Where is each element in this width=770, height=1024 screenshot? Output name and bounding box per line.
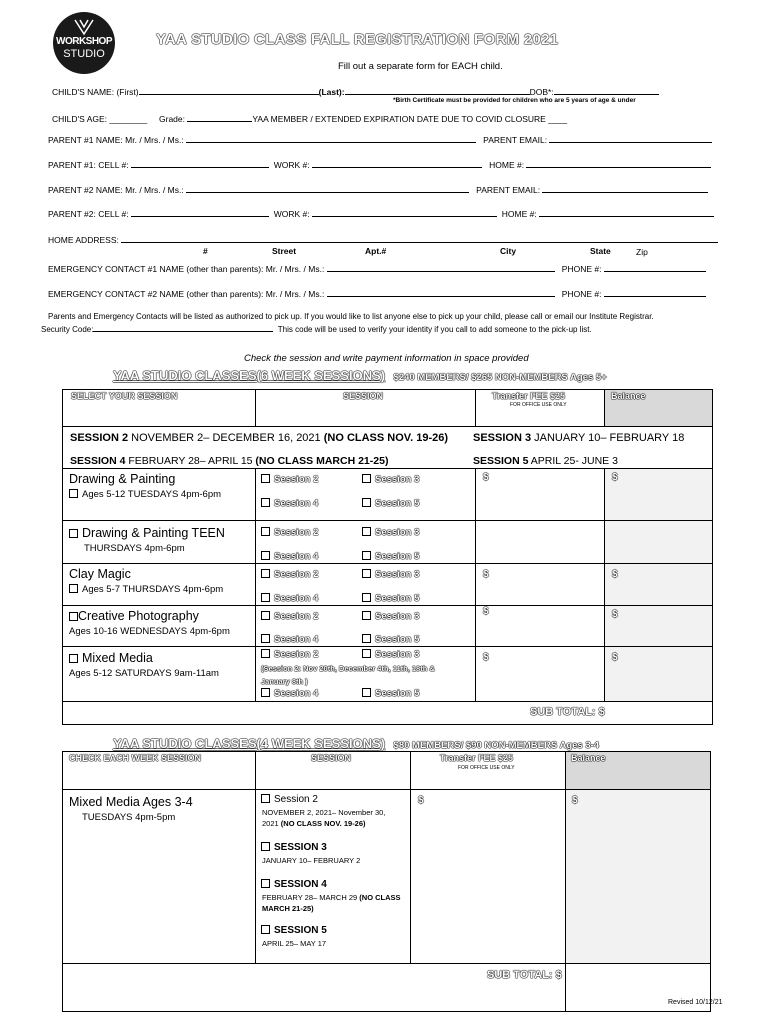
fw-session5[interactable] xyxy=(261,925,327,936)
session4-note: (NO CLASS MARCH 21-25) xyxy=(255,455,389,467)
addr-state-label: State xyxy=(590,246,611,256)
row5-session2[interactable] xyxy=(261,649,318,660)
addr-city-label: City xyxy=(500,246,517,256)
six-week-col-session: SESSION xyxy=(343,391,384,401)
parent2-name-input[interactable] xyxy=(186,184,469,193)
six-week-subtotal[interactable]: SUB TOTAL: $ xyxy=(530,706,605,718)
session-label: Session 5 xyxy=(375,551,420,562)
parent2-home-input[interactable] xyxy=(539,208,714,217)
parent2-home-label: HOME #: xyxy=(501,209,537,219)
session-label: Session 2 xyxy=(274,474,319,485)
session-checkbox[interactable] xyxy=(362,634,371,643)
parent2-name-row xyxy=(48,184,708,195)
class-checkbox[interactable] xyxy=(69,612,78,621)
session5-label: SESSION 5 xyxy=(473,455,529,467)
row3-session4[interactable] xyxy=(261,593,318,604)
four-week-col-check: CHECK EACH WEEK SESSION xyxy=(69,753,202,763)
birth-note: *Birth Certificate must be provided for children who are 5 years of age & under xyxy=(393,97,636,104)
row3-session3[interactable] xyxy=(362,569,419,580)
session-checkbox[interactable] xyxy=(261,611,270,620)
parent1-home-label: HOME #: xyxy=(489,160,525,170)
parent2-email-input[interactable] xyxy=(542,184,708,193)
row2-session3[interactable] xyxy=(362,527,419,538)
home-address-input[interactable] xyxy=(121,234,718,243)
session-checkbox[interactable] xyxy=(261,593,270,602)
row5-session4[interactable] xyxy=(261,688,318,699)
child-first-input[interactable] xyxy=(139,86,319,95)
four-week-col-fee: Transfer FEE $25 xyxy=(440,753,514,763)
session-checkbox[interactable] xyxy=(261,925,270,934)
parent1-name-row xyxy=(48,134,712,145)
session-checkbox[interactable] xyxy=(362,688,371,697)
parent1-email-input[interactable] xyxy=(549,134,712,143)
class-drawing-painting: Drawing & Painting xyxy=(69,472,176,486)
mixed-media-3-4-time: TUESDAYS 4pm-5pm xyxy=(82,812,176,823)
class-mixed-media xyxy=(69,651,153,665)
row3-balance-dollar[interactable]: $ xyxy=(612,569,618,580)
session-checkbox[interactable] xyxy=(362,611,371,620)
six-week-col-select: SELECT YOUR SESSION xyxy=(71,391,178,401)
session-label: SESSION 5 xyxy=(274,925,327,936)
row3-session2[interactable] xyxy=(261,569,318,580)
class-name-text: Mixed Media xyxy=(82,651,153,665)
class-name-text: Drawing & Painting TEEN xyxy=(82,526,225,540)
emergency2-phone-input[interactable] xyxy=(604,288,706,297)
row1-session3[interactable] xyxy=(362,474,419,485)
parent2-cell-input[interactable] xyxy=(131,208,269,217)
row1-balance-dollar[interactable]: $ xyxy=(612,472,618,483)
session-label: Session 4 xyxy=(274,688,319,699)
session-checkbox[interactable] xyxy=(261,634,270,643)
logo-line1: WORKSHOP xyxy=(56,36,112,47)
fw-session4-note2: MARCH 21-25) xyxy=(262,904,314,913)
logo xyxy=(53,12,115,74)
session-label: Session 4 xyxy=(274,593,319,604)
parent2-email-label: PARENT EMAIL: xyxy=(476,185,541,195)
row1-session2[interactable] xyxy=(261,474,318,485)
session-label: Session 2 xyxy=(274,527,319,538)
class-checkbox[interactable] xyxy=(69,584,78,593)
parent1-cell-label: PARENT #1: CELL #: xyxy=(48,160,129,170)
class-drawing-painting-detail xyxy=(69,489,221,500)
session-checkbox[interactable] xyxy=(362,593,371,602)
six-week-price: $240 MEMBERS/ $265 NON-MEMBERS Ages 5+ xyxy=(393,372,607,383)
class-name-text: Creative Photography xyxy=(78,609,199,623)
session-label: SESSION 4 xyxy=(274,879,327,890)
fw-session2-note: (NO CLASS NOV. 19-26) xyxy=(280,819,366,828)
class-detail-text: Ages 5-12 TUESDAYS 4pm-6pm xyxy=(82,489,222,500)
home-address-label: HOME ADDRESS: xyxy=(48,235,119,245)
child-last-label: (Last): xyxy=(318,87,345,97)
dob-label: DOB*: xyxy=(529,87,554,97)
emergency1-row xyxy=(48,263,706,274)
parent1-name-input[interactable] xyxy=(186,134,476,143)
addr-apt-label: Apt.# xyxy=(365,246,387,256)
row1-fee-dollar[interactable]: $ xyxy=(483,472,489,483)
row2-session4[interactable] xyxy=(261,551,318,562)
parent2-name-label: PARENT #2 NAME: Mr. / Mrs. / Ms.: xyxy=(48,185,184,195)
parent1-home-input[interactable] xyxy=(526,159,711,168)
pickup-note: Parents and Emergency Contacts will be listed as authorized to pick up. If you would like to list anyone else to pick up your child, please call or email our Institute Registrar. xyxy=(48,312,654,321)
row4-session5[interactable] xyxy=(362,634,419,645)
fw-session2-dates: NOVEMBER 2, 2021– November 30, xyxy=(262,808,386,817)
fw-balance-dollar[interactable]: $ xyxy=(572,795,578,806)
session-label: Session 3 xyxy=(375,474,420,485)
session2-label: SESSION 2 xyxy=(70,432,129,444)
grade-label: Grade: xyxy=(159,114,185,124)
child-age-row xyxy=(52,113,567,124)
row4-fee-dollar[interactable]: $ xyxy=(483,606,489,617)
parent1-email-label: PARENT EMAIL: xyxy=(483,135,548,145)
six-week-col-fee: Transfer FEE $25 xyxy=(492,391,566,401)
parent1-cell-input[interactable] xyxy=(131,159,269,168)
addr-num-label: # xyxy=(203,246,208,256)
session-checkbox[interactable] xyxy=(362,569,371,578)
session2-range: NOVEMBER 2– DECEMBER 16, 2021 xyxy=(131,432,321,444)
parent2-work-input[interactable] xyxy=(312,208,497,217)
class-creative-photography xyxy=(69,609,199,623)
session-label: Session 5 xyxy=(375,593,420,604)
security-code-note: This code will be used to verify your identity if you call to add someone to the pick-up list. xyxy=(277,325,592,334)
emergency1-phone-label: PHONE #: xyxy=(561,264,602,274)
session4-range: FEBRUARY 28– APRIL 15 xyxy=(128,455,253,467)
row4-session4[interactable] xyxy=(261,634,318,645)
session5-range: APRIL 25- JUNE 3 xyxy=(530,455,618,467)
session-checkbox[interactable] xyxy=(261,688,270,697)
class-detail-text: Ages 5-7 THURSDAYS 4pm-6pm xyxy=(82,584,224,595)
session3-dates xyxy=(473,432,684,444)
session-checkbox[interactable] xyxy=(362,498,371,507)
fw-session3-dates: JANUARY 10– FEBRUARY 2 xyxy=(262,856,361,865)
security-code-input[interactable] xyxy=(93,323,273,332)
child-name-row xyxy=(52,86,659,97)
grade-input[interactable] xyxy=(187,113,252,122)
session-label: Session 4 xyxy=(274,498,319,509)
page-title: YAA STUDIO CLASS FALL REGISTRATION FORM 2021 xyxy=(156,31,559,48)
row4-session2[interactable] xyxy=(261,611,318,622)
security-code-label: Security Code: xyxy=(41,325,94,334)
class-drawing-painting-teen xyxy=(69,526,225,540)
dob-input[interactable] xyxy=(554,86,659,95)
row1-session5[interactable] xyxy=(362,498,419,509)
child-age-label[interactable]: CHILD'S AGE: ________ xyxy=(52,114,148,124)
session2-note: (NO CLASS NOV. 19-26) xyxy=(323,432,449,444)
class-checkbox[interactable] xyxy=(69,654,78,663)
four-week-title: YAA STUDIO CLASSES(4 WEEK SESSIONS) xyxy=(113,736,386,751)
four-week-col-session: SESSION xyxy=(311,753,352,763)
session-checkbox[interactable] xyxy=(261,842,270,851)
six-week-col-fee-sub: FOR OFFICE USE ONLY xyxy=(510,402,567,408)
child-first-label: CHILD'S NAME: (First) xyxy=(52,87,139,97)
parent1-work-label: WORK #: xyxy=(273,160,310,170)
mixed-media-note2: January 8th ) xyxy=(261,677,308,686)
class-mixed-detail: Ages 5-12 SATURDAYS 9am-11am xyxy=(69,668,219,679)
session-label: Session 5 xyxy=(375,634,420,645)
session3-label: SESSION 3 xyxy=(473,432,532,444)
four-week-balance-col-shade xyxy=(565,790,710,963)
check-session-note: Check the session and write payment information in space provided xyxy=(244,353,529,364)
fw-session2-dates2 xyxy=(262,819,366,828)
class-checkbox[interactable] xyxy=(69,529,78,538)
session-checkbox[interactable] xyxy=(261,527,270,536)
session-checkbox[interactable] xyxy=(261,794,270,803)
row1-session4[interactable] xyxy=(261,498,318,509)
row2-session2[interactable] xyxy=(261,527,318,538)
session-label: Session 5 xyxy=(375,688,420,699)
fw-session4-range: FEBRUARY 28– MARCH 29 xyxy=(262,893,358,902)
class-clay-detail xyxy=(69,584,223,595)
emergency2-phone-label: PHONE #: xyxy=(561,289,602,299)
fw-session2[interactable] xyxy=(261,794,318,805)
yaa-member-label[interactable]: YAA MEMBER / EXTENDED EXPIRATION DATE DUE TO COVID CLOSURE ____ xyxy=(252,114,568,124)
session-checkbox[interactable] xyxy=(362,649,371,658)
session-label: Session 5 xyxy=(375,498,420,509)
four-week-col-balance: Balance xyxy=(571,753,606,763)
parent2-cell-label: PARENT #2: CELL #: xyxy=(48,209,129,219)
session4-label: SESSION 4 xyxy=(70,455,126,467)
class-clay-magic: Clay Magic xyxy=(69,567,131,581)
session-label: Session 4 xyxy=(274,551,319,562)
home-address-row xyxy=(48,234,718,245)
four-week-price: $80 MEMBERS/ $90 NON-MEMBERS Ages 3-4 xyxy=(393,740,600,751)
fw-fee-dollar[interactable]: $ xyxy=(418,795,424,806)
child-last-input[interactable] xyxy=(345,86,530,95)
class-checkbox[interactable] xyxy=(69,489,78,498)
fw-session4[interactable] xyxy=(261,879,327,890)
session-checkbox[interactable] xyxy=(261,569,270,578)
row3-fee-dollar[interactable]: $ xyxy=(483,569,489,580)
session-label: Session 2 xyxy=(274,794,318,805)
row5-fee-dollar[interactable]: $ xyxy=(483,652,489,663)
security-code-row xyxy=(41,323,592,334)
session4-dates xyxy=(70,455,388,467)
session-checkbox[interactable] xyxy=(261,498,270,507)
session-label: Session 3 xyxy=(375,611,420,622)
session2-dates xyxy=(70,432,448,444)
four-week-col-fee-sub: FOR OFFICE USE ONLY xyxy=(458,765,515,771)
parent2-cell-row xyxy=(48,208,714,219)
six-week-balance-col-shade xyxy=(604,468,712,701)
row5-session3[interactable] xyxy=(362,649,419,660)
session-label: Session 3 xyxy=(375,527,420,538)
emergency2-input[interactable] xyxy=(327,288,555,297)
session-label: SESSION 3 xyxy=(274,842,327,853)
fw-session4-note: (NO CLASS xyxy=(359,893,401,902)
six-week-heading xyxy=(113,367,607,385)
parent1-work-input[interactable] xyxy=(312,159,482,168)
session5-dates xyxy=(473,455,618,467)
row4-balance-dollar[interactable]: $ xyxy=(612,609,618,620)
session-label: Session 4 xyxy=(274,634,319,645)
session-checkbox[interactable] xyxy=(261,649,270,658)
row5-session5[interactable] xyxy=(362,688,419,699)
parent1-cell-row xyxy=(48,159,711,170)
emergency2-label: EMERGENCY CONTACT #2 NAME (other than parents): Mr. / Mrs. / Ms.: xyxy=(48,289,325,299)
parent1-name-label: PARENT #1 NAME: Mr. / Mrs. / Ms.: xyxy=(48,135,184,145)
session3-range: JANUARY 10– FEBRUARY 18 xyxy=(534,432,685,444)
page-subtitle: Fill out a separate form for EACH child. xyxy=(338,61,503,72)
row2-session5[interactable] xyxy=(362,551,419,562)
row3-session5[interactable] xyxy=(362,593,419,604)
row5-balance-dollar[interactable]: $ xyxy=(612,652,618,663)
parent2-work-label: WORK #: xyxy=(273,209,310,219)
revised-date: Revised 10/12/21 xyxy=(668,999,723,1006)
emergency1-phone-input[interactable] xyxy=(604,263,706,272)
six-week-title: YAA STUDIO CLASSES(6 WEEK SESSIONS) xyxy=(113,368,386,383)
logo-line2: STUDIO xyxy=(63,48,105,60)
session-checkbox[interactable] xyxy=(362,474,371,483)
session-label: Session 3 xyxy=(375,569,420,580)
session-label: Session 2 xyxy=(274,649,319,660)
fw-session2-year: 2021 xyxy=(262,819,279,828)
addr-street-label: Street xyxy=(272,246,297,256)
row4-session3[interactable] xyxy=(362,611,419,622)
session-checkbox[interactable] xyxy=(261,879,270,888)
session-label: Session 2 xyxy=(274,569,319,580)
mixed-media-note1: (Session 2: Nov 20th, December 4th, 11th, 18th & xyxy=(261,664,435,673)
emergency1-input[interactable] xyxy=(327,263,555,272)
session-label: Session 2 xyxy=(274,611,319,622)
six-week-col-balance: Balance xyxy=(611,391,646,401)
emergency2-row xyxy=(48,288,706,299)
session-checkbox[interactable] xyxy=(261,474,270,483)
mixed-media-3-4-name: Mixed Media Ages 3-4 xyxy=(69,795,193,809)
fw-session5-dates: APRIL 25– MAY 17 xyxy=(262,939,327,948)
session-checkbox[interactable] xyxy=(261,551,270,560)
fw-session3[interactable] xyxy=(261,842,327,853)
session-checkbox[interactable] xyxy=(362,551,371,560)
emergency1-label: EMERGENCY CONTACT #1 NAME (other than parents): Mr. / Mrs. / Ms.: xyxy=(48,264,325,274)
class-teen-detail: THURSDAYS 4pm-6pm xyxy=(84,543,185,554)
session-checkbox[interactable] xyxy=(362,527,371,536)
fw-session4-dates xyxy=(262,893,401,902)
class-photo-detail: Ages 10-16 WEDNESDAYS 4pm-6pm xyxy=(69,626,230,637)
session-label: Session 3 xyxy=(375,649,420,660)
four-week-subtotal[interactable]: SUB TOTAL: $ xyxy=(487,969,562,981)
addr-zip-label: Zip xyxy=(636,247,648,257)
